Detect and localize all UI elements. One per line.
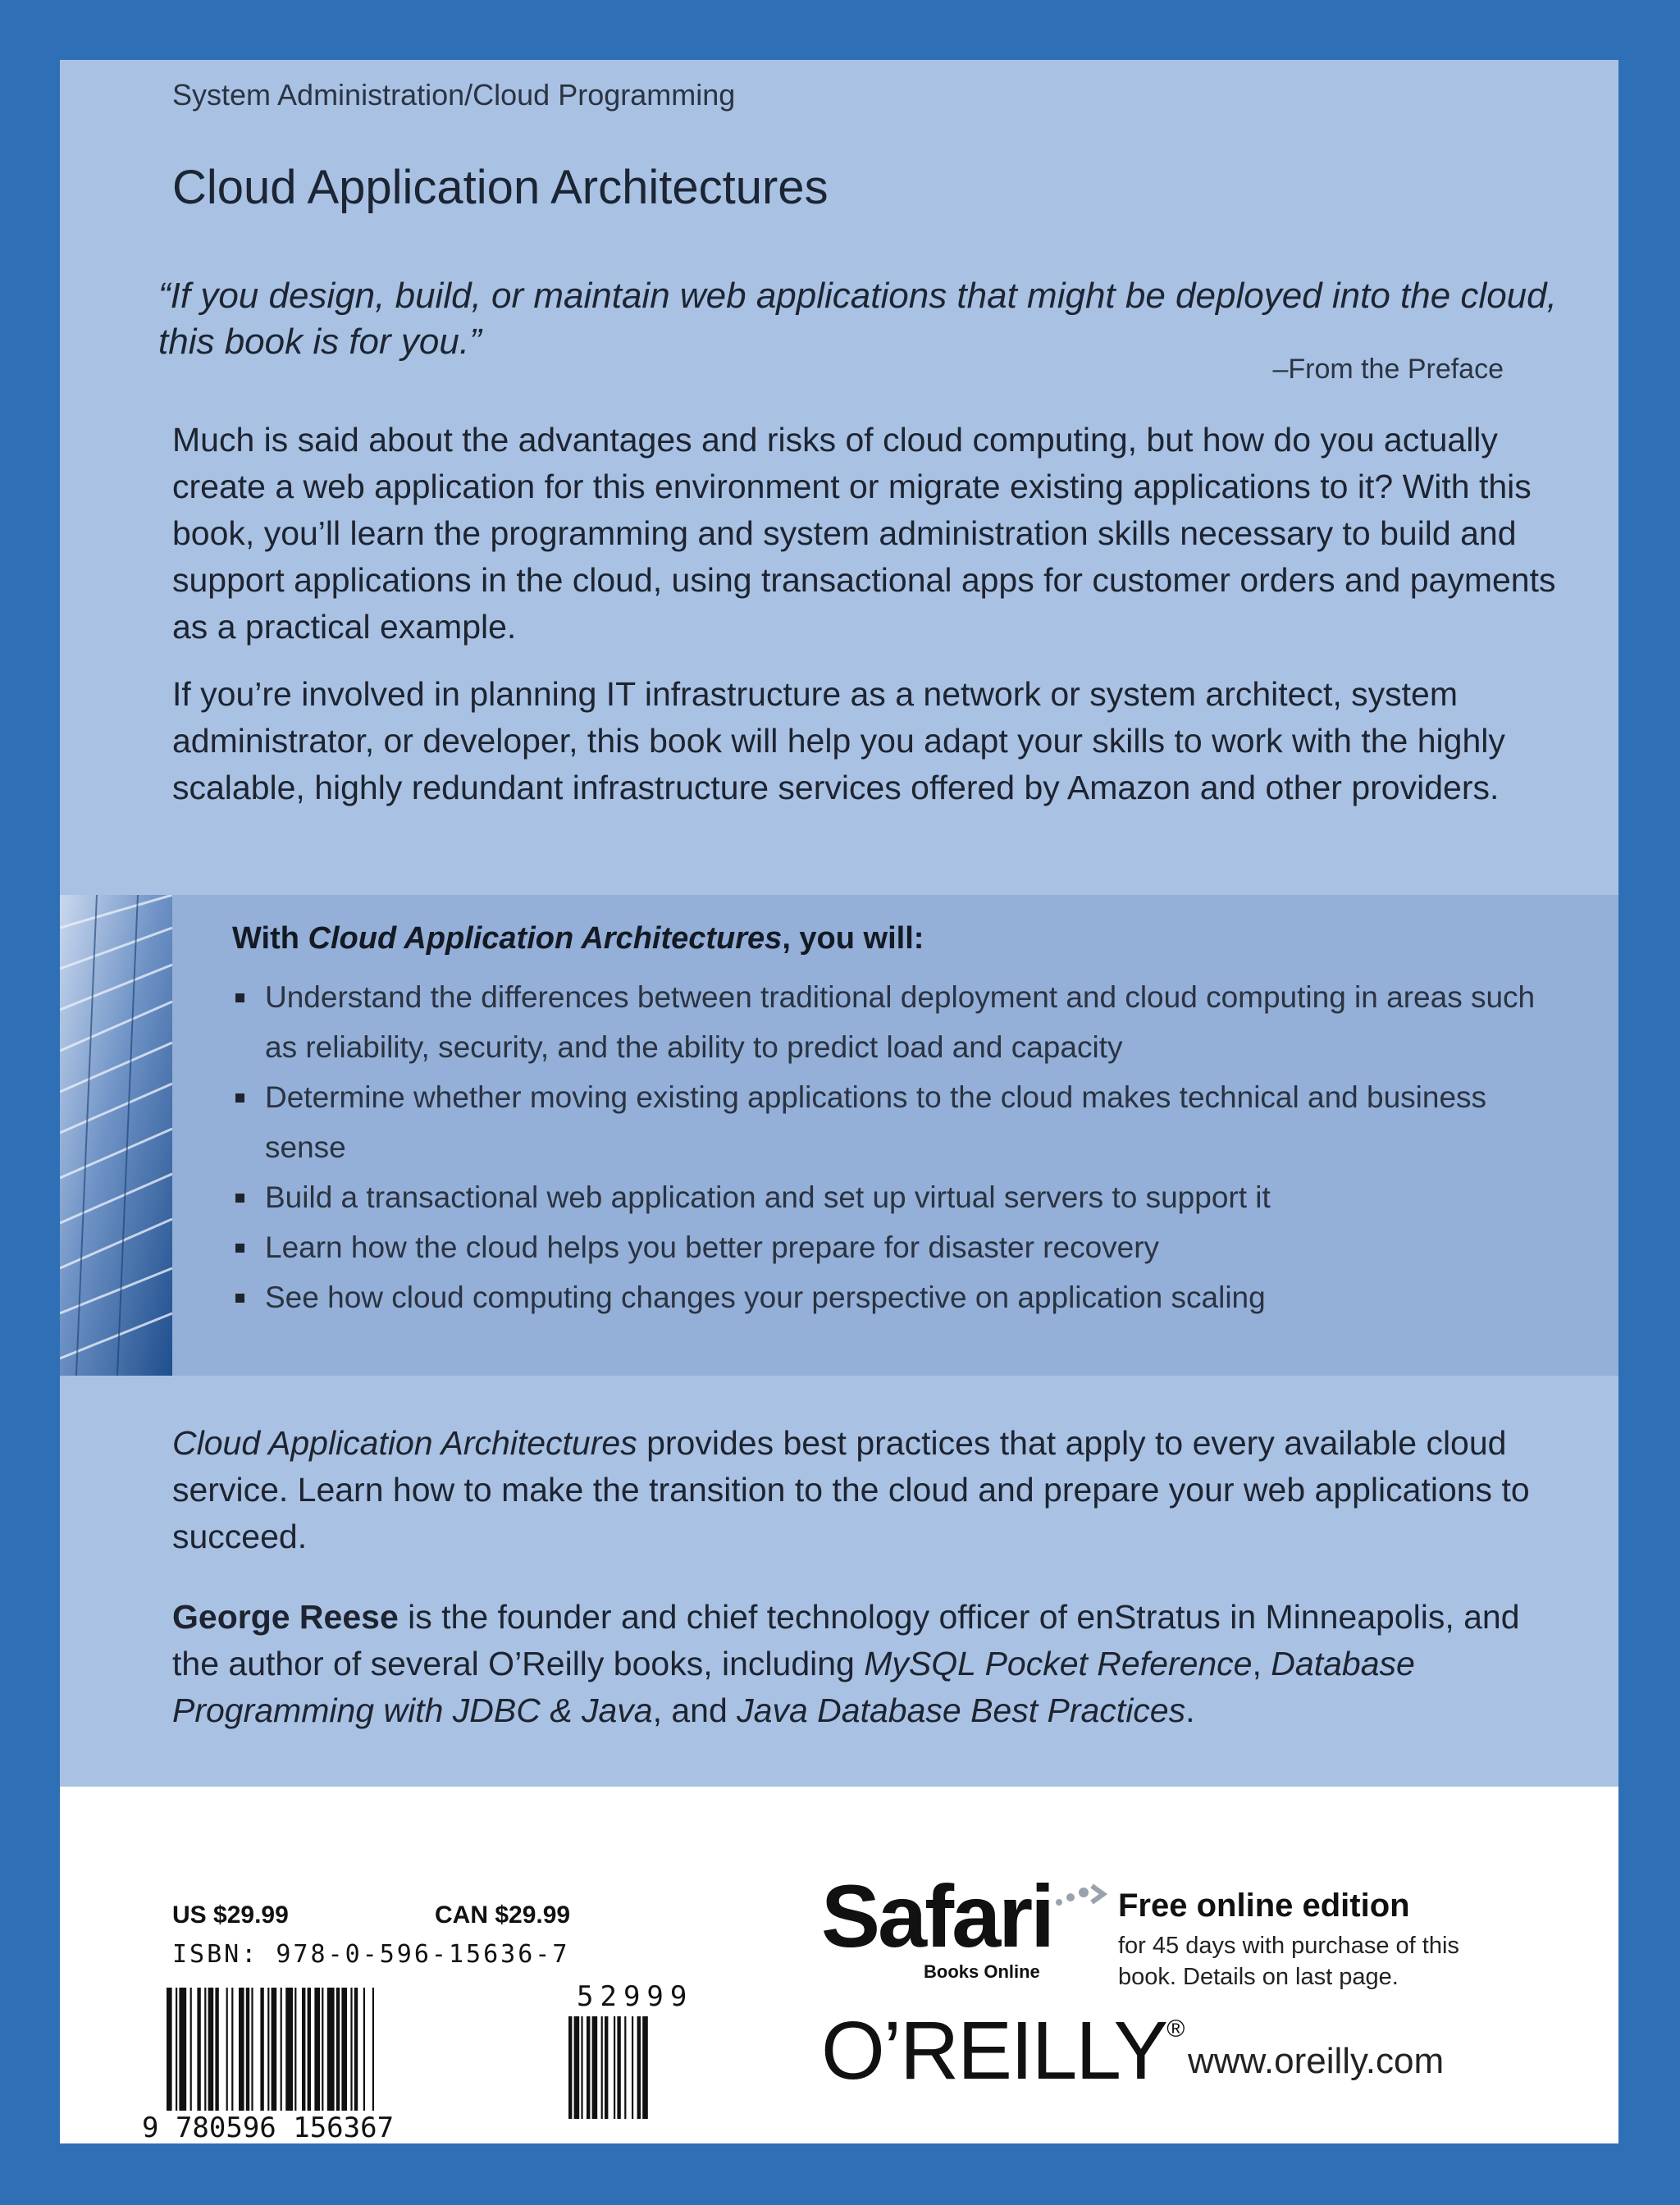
safari-arrow-icon <box>1052 1883 1110 1920</box>
book-mysql: MySQL Pocket Reference <box>864 1645 1253 1682</box>
list-item: See how cloud computing changes your perspective on application scaling <box>232 1272 1545 1322</box>
preface-quote: “If you design, build, or maintain web applications that might be deployed into the cloud, this book is for you.” <box>158 276 1557 362</box>
addon-digits: 52999 <box>577 1980 694 2013</box>
safari-subtitle: Books Online <box>924 1961 1040 1982</box>
author-bio <box>172 1594 1567 1734</box>
separator: , and <box>652 1691 737 1729</box>
back-cover <box>60 60 1618 2143</box>
description-paragraph-1: Much is said about the advantages and risks of cloud computing, but how do you actually create a web application for this environment or migrate existing applications to it? With this book, you’ll learn the programming and system administration skills necessary to build and support applications in the cloud, using transactional apps for customer orders and payments as a practical example. <box>172 421 1556 646</box>
list-item: Determine whether moving existing applications to the cloud makes technical and business sense <box>232 1072 1545 1172</box>
website-link[interactable]: www.oreilly.com <box>1188 2041 1445 2081</box>
free-edition-title: Free online edition <box>1118 1888 1410 1924</box>
author-name: George Reese <box>172 1598 399 1636</box>
heading-prefix: With <box>232 921 308 956</box>
oreilly-logo <box>821 2004 1183 2098</box>
barcode-digits: 9 780596 156367 <box>142 2111 395 2143</box>
registered-mark: ® <box>1166 2016 1184 2043</box>
separator: , <box>1252 1645 1271 1682</box>
barcode <box>142 1979 716 2148</box>
free-edition-text: for 45 days with purchase of this book. Details on last page. <box>1118 1933 1459 1990</box>
summary-title: Cloud Application Architectures <box>172 1424 637 1462</box>
feature-list <box>232 972 1545 1322</box>
book-java-db: Java Database Best Practices <box>737 1691 1186 1729</box>
list-item: Build a transactional web application and set up virtual servers to support it <box>232 1172 1545 1222</box>
can-price: CAN $29.99 <box>435 1901 571 1929</box>
list-item: Understand the differences between traditional deployment and cloud computing in areas such as reliability, security, and the ability to predict load and capacity <box>232 972 1545 1072</box>
summary-text: provides best practices that apply to every available cloud service. Learn how to make the transition to the cloud and prepare your web applications to succeed. <box>172 1424 1530 1555</box>
safari-logo: Safari <box>821 1866 1053 1965</box>
us-price: US $29.99 <box>172 1901 289 1929</box>
heading-suffix: , you will: <box>782 921 924 956</box>
description-paragraph-2: If you’re involved in planning IT infrastructure as a network or system architect, system administrator, or developer, this book will help you adapt your skills to work with the highly scalable, highly redundant infrastructure services offered by Amazon and other providers. <box>172 675 1505 806</box>
book-jdbc: Database Programming with JDBC & Java <box>172 1645 1415 1729</box>
building-photo <box>60 895 172 1376</box>
list-item: Learn how the cloud helps you better prepare for disaster recovery <box>232 1222 1545 1272</box>
summary-paragraph <box>172 1420 1567 1560</box>
publisher-name: O’REILLY <box>821 2005 1167 2097</box>
period: . <box>1185 1691 1195 1729</box>
heading-title: Cloud Application Architectures <box>308 921 783 956</box>
book-title: Cloud Application Architectures <box>172 161 829 214</box>
feature-list-heading <box>232 921 924 956</box>
quote-source: –From the Preface <box>1272 354 1504 385</box>
author-bio-text: is the founder and chief technology officer of enStratus in Minneapolis, and the author of several O’Reilly books, including <box>172 1598 1520 1682</box>
category-label: System Administration/Cloud Programming <box>172 78 736 112</box>
isbn: ISBN: 978-0-596-15636-7 <box>172 1940 570 1969</box>
